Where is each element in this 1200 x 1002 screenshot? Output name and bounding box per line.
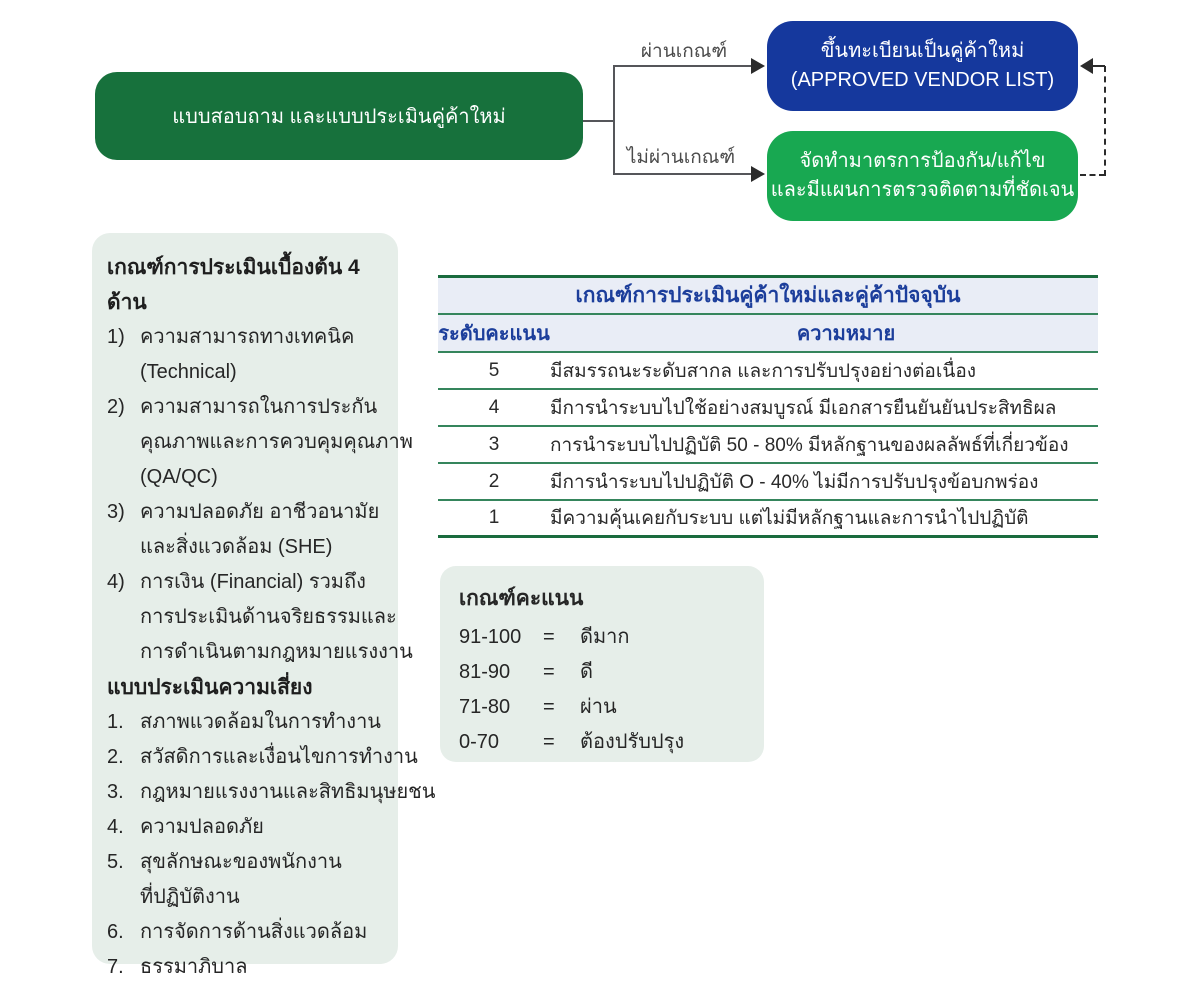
meaning-cell: มีความคุ้นเคยกับระบบ แต่ไม่มีหลักฐานและการนำไปปฏิบัติ: [550, 508, 1029, 529]
questionnaire-box: [95, 72, 583, 160]
score-legend-row: [459, 655, 764, 690]
list-item-number: 2.: [107, 746, 124, 768]
list-item-line: การดำเนินตามกฎหมายแรงงาน: [140, 641, 413, 663]
table-row: [438, 427, 1098, 464]
risk-section-title: แบบประเมินความเสี่ยง: [107, 676, 313, 699]
score-legend-list: [459, 620, 764, 760]
list-item-text: [140, 705, 388, 740]
list-item: [107, 775, 436, 810]
questionnaire-box-label: แบบสอบถาม และแบบประเมินคู่ค้าใหม่: [172, 106, 506, 128]
arrow-left-icon: [1080, 58, 1093, 74]
dashed-feedback-line: [1093, 65, 1105, 67]
list-item-number: 1.: [107, 711, 124, 733]
list-item: [107, 950, 388, 985]
equals-sign: =: [543, 661, 555, 683]
approved-vendor-line2: (APPROVED VENDOR LIST): [790, 69, 1055, 91]
list-item: [107, 740, 418, 775]
approved-vendor-line1: ขึ้นทะเบียนเป็นคู่ค้าใหม่: [820, 40, 1025, 62]
table-header-row: [438, 315, 1098, 353]
list-item-number: 1): [107, 326, 125, 348]
score-label: ดีมาก: [580, 626, 630, 648]
list-item-text: [140, 775, 435, 810]
score-legend-row: [459, 620, 764, 655]
table-row: [438, 353, 1098, 390]
list-item-number: 3): [107, 501, 125, 523]
table-title-text: เกณฑ์การประเมินคู่ค้าใหม่และคู่ค้าปัจจุบัน: [575, 284, 961, 307]
score-legend-box: [440, 566, 764, 762]
list-item-text: [140, 565, 413, 670]
score-label: ต้องปรับปรุง: [580, 731, 685, 753]
dashed-feedback-line: [1080, 174, 1105, 176]
list-item: [107, 810, 388, 845]
fail-criteria-label: ไม่ผ่านเกณฑ์: [626, 147, 736, 168]
list-item-line: ความปลอดภัย อาชีวอนามัย: [140, 501, 380, 523]
table-row: [438, 464, 1098, 501]
pass-criteria-label: ผ่านเกณฑ์: [640, 41, 728, 62]
list-item-line: (QA/QC): [140, 466, 218, 488]
list-item-line: คุณภาพและการควบคุมคุณภาพ: [140, 431, 413, 453]
list-item-line: และสิ่งแวดล้อม (SHE): [140, 536, 333, 558]
meaning-cell: มีการนำระบบไปปฏิบัติ O - 40% ไม่มีการปรับปรุงข้อบกพร่อง: [550, 471, 1039, 493]
table-title: [438, 278, 1098, 315]
list-item: [107, 495, 388, 565]
column-header-meaning: ความหมาย: [796, 323, 896, 345]
list-item: [107, 565, 413, 670]
list-item-text: [140, 495, 388, 565]
corrective-action-line1: จัดทำมาตรการป้องกัน/แก้ไข: [799, 150, 1046, 172]
list-item: [107, 845, 388, 915]
score-legend-row: [459, 725, 764, 760]
list-item-line: สภาพแวดล้อมในการทำงาน: [140, 711, 381, 733]
list-item-line: การเงิน (Financial) รวมถึง: [140, 571, 366, 593]
score-range: 0-70: [459, 731, 500, 753]
list-item-text: [140, 390, 413, 495]
list-item-line: ความสามารถทางเทคนิค: [140, 326, 355, 348]
list-item-line: การประเมินด้านจริยธรรมและ: [140, 606, 397, 628]
score-cell: 3: [488, 433, 500, 455]
table-row: [438, 501, 1098, 538]
list-item-line: สุขลักษณะของพนักงาน: [140, 851, 342, 873]
list-item-text: [140, 950, 388, 985]
list-item-number: 3.: [107, 781, 124, 803]
list-item-text: [140, 740, 418, 775]
meaning-cell: การนำระบบไปปฏิบัติ 50 - 80% มีหลักฐานของผลลัพธ์ที่เกี่ยวข้อง: [550, 434, 1069, 456]
column-header-score: ระดับคะแนน: [438, 323, 550, 345]
list-item-text: [140, 810, 388, 845]
score-legend-row: [459, 690, 764, 725]
corrective-action-line2: และมีแผนการตรวจติดตามที่ชัดเจน: [770, 179, 1075, 201]
list-item-number: 6.: [107, 921, 124, 943]
list-item-number: 4.: [107, 816, 124, 838]
table-row: [438, 390, 1098, 427]
list-item-line: (Technical): [140, 361, 237, 383]
corrective-action-box: [767, 131, 1078, 221]
list-item-number: 5.: [107, 851, 124, 873]
list-item-line: ความปลอดภัย: [140, 816, 264, 838]
list-item-line: ธรรมาภิบาล: [140, 956, 248, 978]
meaning-cell: มีการนำระบบไปใช้อย่างสมบูรณ์ มีเอกสารยืนยันยันประสิทธิผล: [550, 397, 1057, 419]
list-item-number: 2): [107, 396, 125, 418]
risk-list: [107, 705, 436, 985]
list-item: [107, 320, 388, 390]
connector-line: [583, 120, 615, 122]
list-item-line: ที่ปฏิบัติงาน: [140, 886, 240, 908]
list-item-number: 7.: [107, 956, 124, 978]
score-range: 81-90: [459, 661, 511, 683]
arrow-right-icon: [751, 166, 765, 182]
list-item-line: สวัสดิการและเงื่อนไขการทำงาน: [140, 746, 418, 768]
score-cell: 5: [488, 359, 500, 381]
dashed-feedback-line: [1104, 66, 1106, 176]
equals-sign: =: [543, 696, 555, 718]
equals-sign: =: [543, 731, 555, 753]
score-label: ดี: [580, 661, 593, 683]
list-item: [107, 915, 388, 950]
list-item-line: ความสามารถในการประกัน: [140, 396, 378, 418]
table-body: [438, 353, 1098, 538]
approved-vendor-box: [767, 21, 1078, 111]
list-item-text: [140, 915, 388, 950]
list-item-text: [140, 845, 388, 915]
score-range: 71-80: [459, 696, 511, 718]
score-label: ผ่าน: [580, 696, 617, 718]
score-legend-title: เกณฑ์คะแนน: [459, 587, 584, 610]
criteria-panel: [92, 233, 436, 978]
list-item-line: กฎหมายแรงงานและสิทธิมนุษยชน: [140, 781, 436, 803]
score-range: 91-100: [459, 626, 522, 648]
score-cell: 2: [488, 470, 500, 492]
meaning-cell: มีสมรรถนะระดับสากล และการปรับปรุงอย่างต่อเนื่อง: [550, 360, 977, 382]
list-item-line: การจัดการด้านสิ่งแวดล้อม: [140, 921, 368, 943]
score-cell: 1: [488, 507, 500, 528]
list-item: [107, 390, 413, 495]
list-item-number: 4): [107, 571, 125, 593]
score-cell: 4: [488, 396, 500, 418]
equals-sign: =: [543, 626, 555, 648]
evaluation-table: [438, 275, 1098, 538]
list-item-text: [140, 320, 388, 390]
arrow-right-icon: [751, 58, 765, 74]
criteria-list: [107, 320, 413, 670]
list-item: [107, 705, 388, 740]
connector-line: [613, 173, 752, 175]
criteria-section-title: เกณฑ์การประเมินเบื้องต้น 4 ด้าน: [107, 256, 360, 314]
